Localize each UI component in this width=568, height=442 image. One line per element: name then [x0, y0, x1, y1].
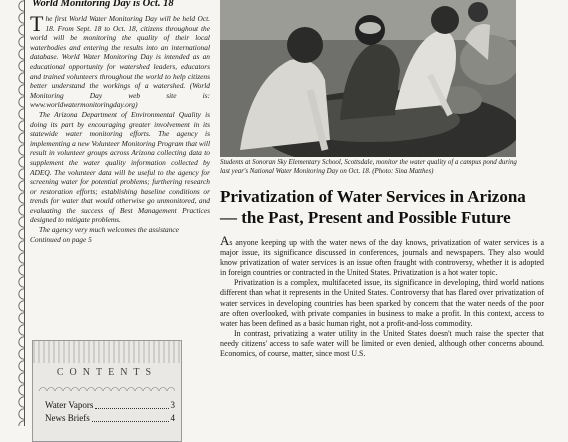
sidebar-article [30, 0, 210, 244]
article-headline: Privatization of Water Services in Arizona — the Past, Present and Possible Future [220, 187, 526, 227]
main-article-body [220, 233, 544, 359]
lead-cap: A [220, 233, 230, 248]
contents-box [32, 340, 182, 442]
article-paragraph-1: As anyone keeping up with the water news of the day knows, privatization of water services is a major issue, its significance discussed in conferences, journals and newspapers. They also would know privatization of water services is an issue often fraught with controversy, whether it is adopted in foreign countries or contracted in the United States. Privatization is a hot water topic. [220, 233, 544, 278]
article-paragraph-2: Privatization is a complex, multifaceted issue, its significance in developing, third world nations different than what it represents in the United States. Controversy that has flared over privatization of water services in developing countries has been sparked by concern that the water needs of the poor are often overlooked, with private companies in business to make a profit. In this context, access to water has been defined as a basic human right, not a profit-and-loss commodity. [220, 278, 544, 328]
continued-note: Continued on page 5 [30, 234, 92, 244]
article-paragraph-3: In contrast, privatizing a water utility in the United States doesn't much raise the specter that needy citizens' access to safe water will be limited or even denied, although other concerns abound. Economics, of course, matter, since most U.S. [220, 328, 544, 359]
drop-cap: T [30, 11, 44, 36]
photo-caption: Students at Sonoran Sky Elementary School, Scottsdale, monitor the water quality of a campus pond during last year's National Water Monitoring Day on Oct. 18. (Photo: Sina Matthes) [220, 159, 517, 175]
sidebar-paragraph-1: The first World Water Monitoring Day will be held Oct. 18. From Sept. 18 to Oct. 18, citizens throughout the world will be monitoring the quality of their local waterbodies and entering the results into an international database. World Water Monitoring Day is intended as an educational opportunity for watershed leaders, educators and trained volunteers throughout the world to help citizens better understand the workings of a watershed. (World Monitoring Day web site is: www.worldwatermonitoringday.org) [30, 11, 210, 110]
scalloped-border-edge [16, 0, 24, 426]
photo-illustration [220, 0, 516, 157]
contents-pattern [33, 341, 181, 363]
contents-heading: CONTENTS [56, 367, 158, 378]
toc-list [45, 399, 175, 425]
toc-item[interactable]: News Briefs 4 [45, 413, 175, 423]
sidebar-article-title: World Monitoring Day is Oct. 18 [32, 0, 174, 9]
sidebar-paragraph-3: The agency very much welcomes the assistance [39, 225, 179, 235]
toc-item[interactable]: Water Vapors 3 [45, 400, 175, 410]
students-pond-photo [220, 0, 516, 157]
wave-divider [39, 383, 175, 391]
sidebar-paragraph-2: The Arizona Department of Environmental Quality is doing its part by encouraging greater involvement in its statewide water monitoring efforts. The agency is implementing a new Volunteer Monitoring Program that will result in volunteer groups across Arizona collecting data to supplement the water quality information collected by ADEQ. The volunteer data will be useful to the agency for screening water for potential problems; furthering research or restoration efforts; establishing baseline conditions or trends for water that would otherwise go unmonitored, and evaluating the success of Best Management Practices designed to mitigate problems. [30, 109, 210, 225]
